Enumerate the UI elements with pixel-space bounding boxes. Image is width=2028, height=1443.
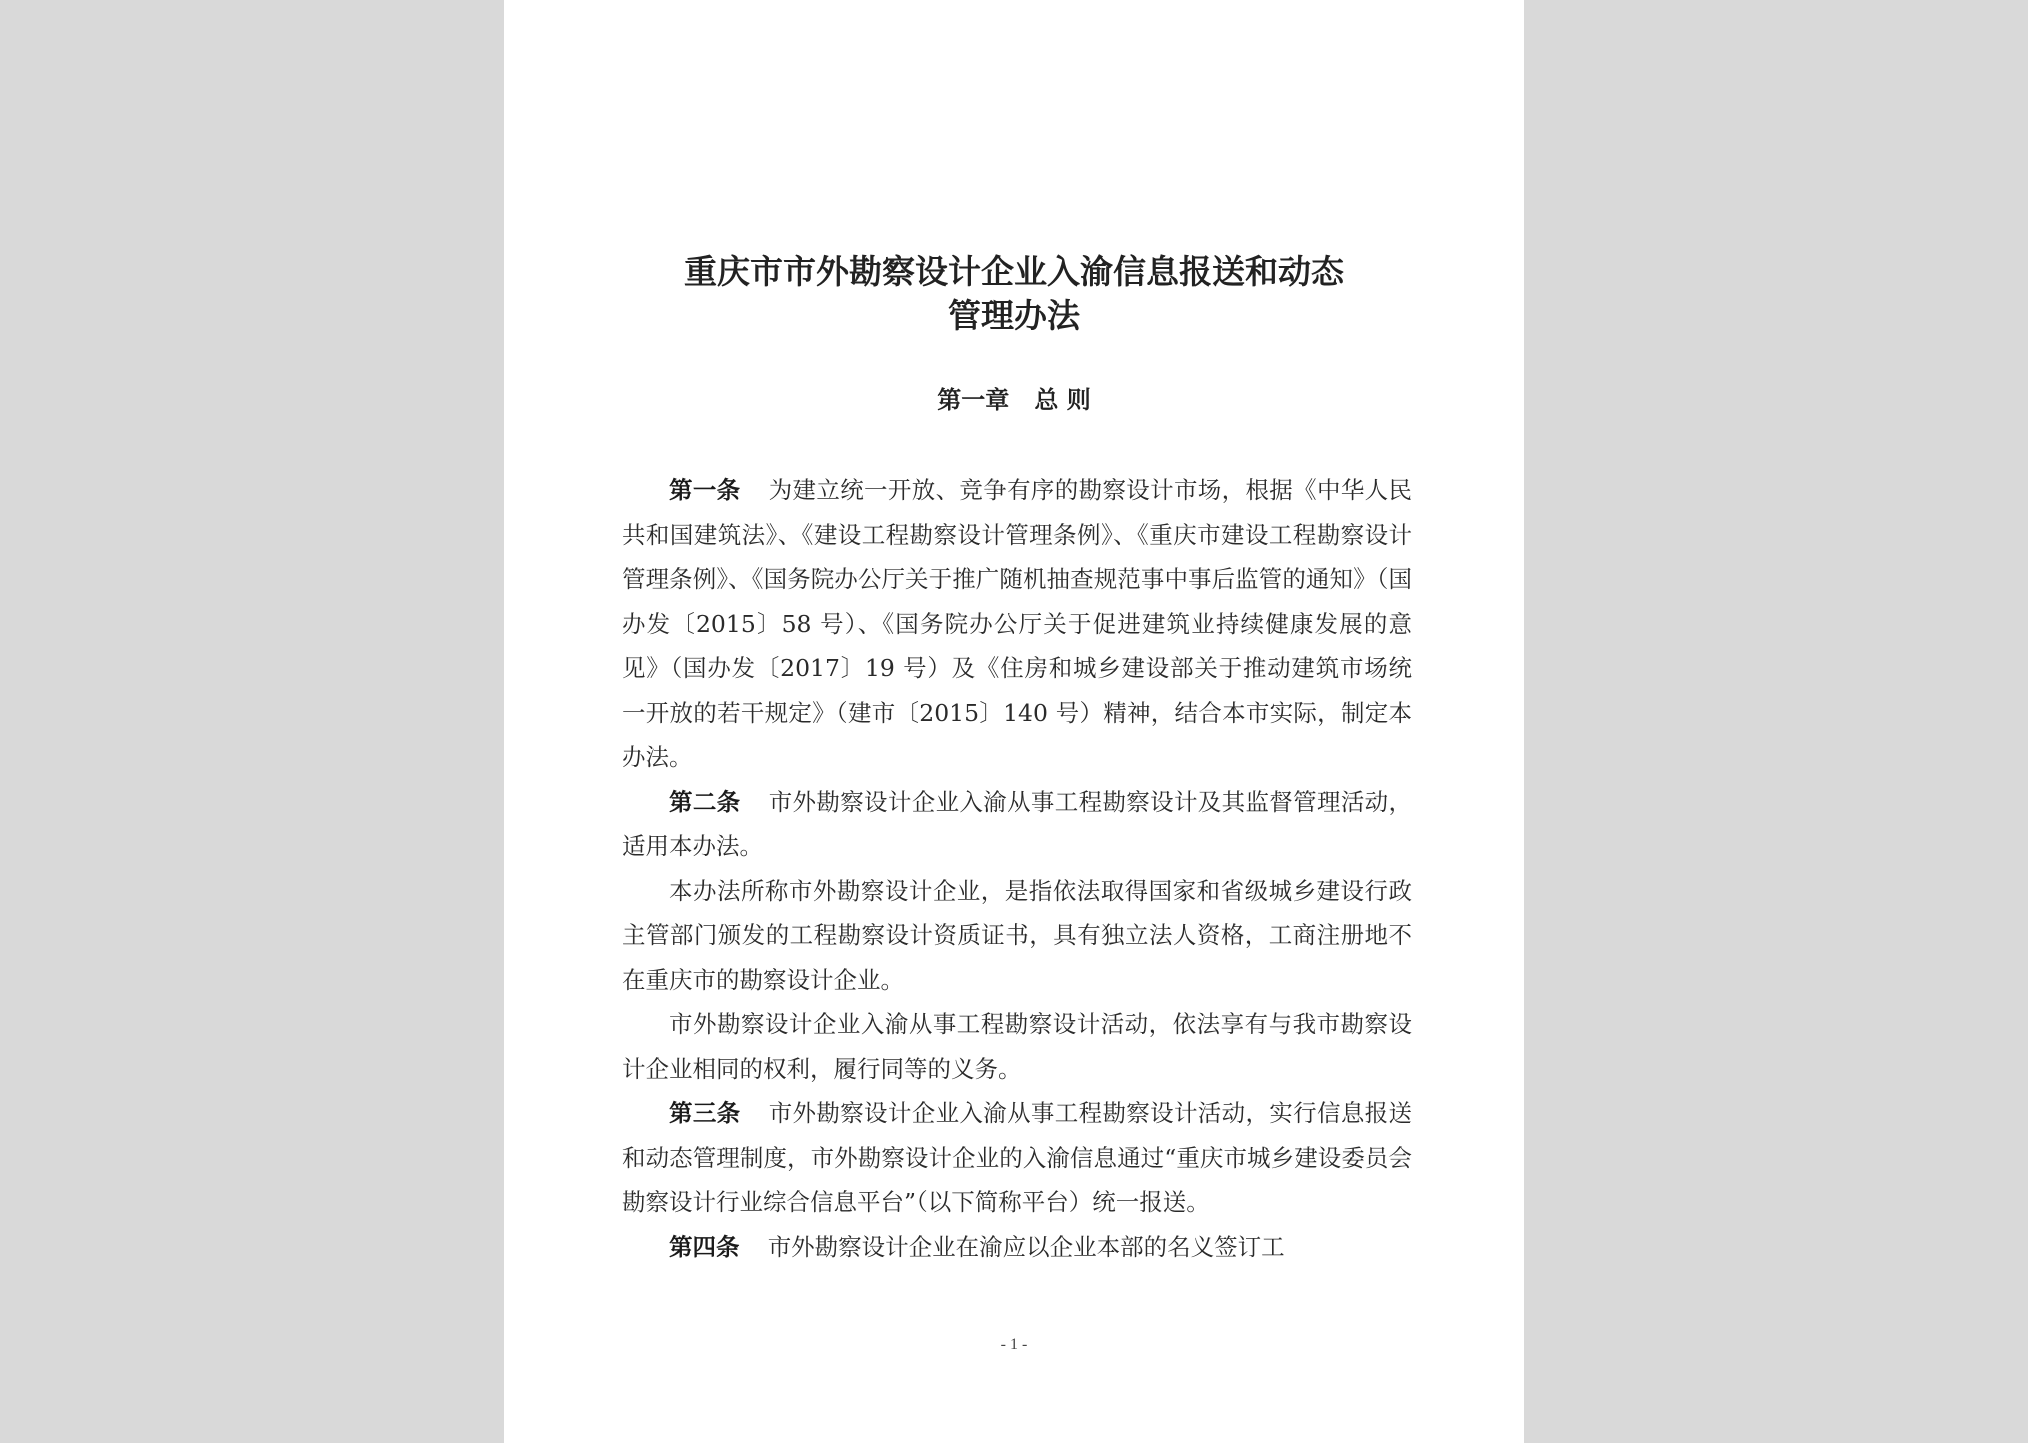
paragraph-text: 市外勘察设计企业入渝从事工程勘察设计活动，实行信息报送和动态管理制度，市外勘察设计企业的入渝信息通过“重庆市城乡建设委员会勘察设计行业综合信息平台”（以下简称平台）统一报送。 — [622, 1099, 1412, 1216]
document-page — [504, 0, 1524, 1443]
document-title — [624, 250, 1404, 338]
title-line-2: 管理办法 — [948, 296, 1080, 335]
article-label: 第二条 — [669, 787, 741, 816]
paragraph-article-2-clause-3 — [622, 1002, 1412, 1091]
chapter-heading: 第一章 总 则 — [937, 386, 1091, 414]
article-label: 第四条 — [669, 1232, 740, 1261]
paragraph-article-3 — [622, 1091, 1412, 1225]
paragraph-article-4 — [622, 1225, 1412, 1270]
title-line-1: 重庆市市外勘察设计企业入渝信息报送和动态 — [684, 252, 1344, 291]
paragraph-article-1 — [622, 468, 1412, 780]
page-number: - 1 - — [1000, 1336, 1028, 1353]
article-label: 第三条 — [669, 1099, 741, 1127]
paragraph-text: 市外勘察设计企业在渝应以企业本部的名义签订工 — [767, 1232, 1285, 1261]
paragraph-text: 市外勘察设计企业入渝从事工程勘察设计及其监督管理活动，适用本办法。 — [622, 787, 1412, 860]
paragraph-article-2 — [622, 780, 1412, 869]
paragraph-text: 为建立统一开放、竞争有序的勘察设计市场，根据《中华人民共和国建筑法》、《建设工程勘察设计管理条例》、《重庆市建设工程勘察设计管理条例》、《国务院办公厅关于推广随机抽查规范事中事后监管的通知》（国办发〔2015〕58 号）、《国务院办公厅关于促进建筑业持续健康发展的意见》（国办发〔2017〕19 号）及《住房和城乡建设部关于推动建筑市场统一开放的若干规定》（建市〔2015〕140 号）精神，结合本市实际，制定本办法。 — [622, 476, 1412, 771]
article-label: 第一条 — [669, 476, 741, 504]
paragraph-text: 本办法所称市外勘察设计企业，是指依法取得国家和省级城乡建设行政主管部门颁发的工程勘察设计资质证书，具有独立法人资格，工商注册地不在重庆市的勘察设计企业。 — [622, 876, 1412, 994]
paragraph-article-2-clause-2 — [622, 869, 1412, 1003]
paragraph-text: 市外勘察设计企业入渝从事工程勘察设计活动，依法享有与我市勘察设计企业相同的权利，履行同等的义务。 — [622, 1010, 1412, 1083]
document-body — [622, 468, 1412, 1269]
